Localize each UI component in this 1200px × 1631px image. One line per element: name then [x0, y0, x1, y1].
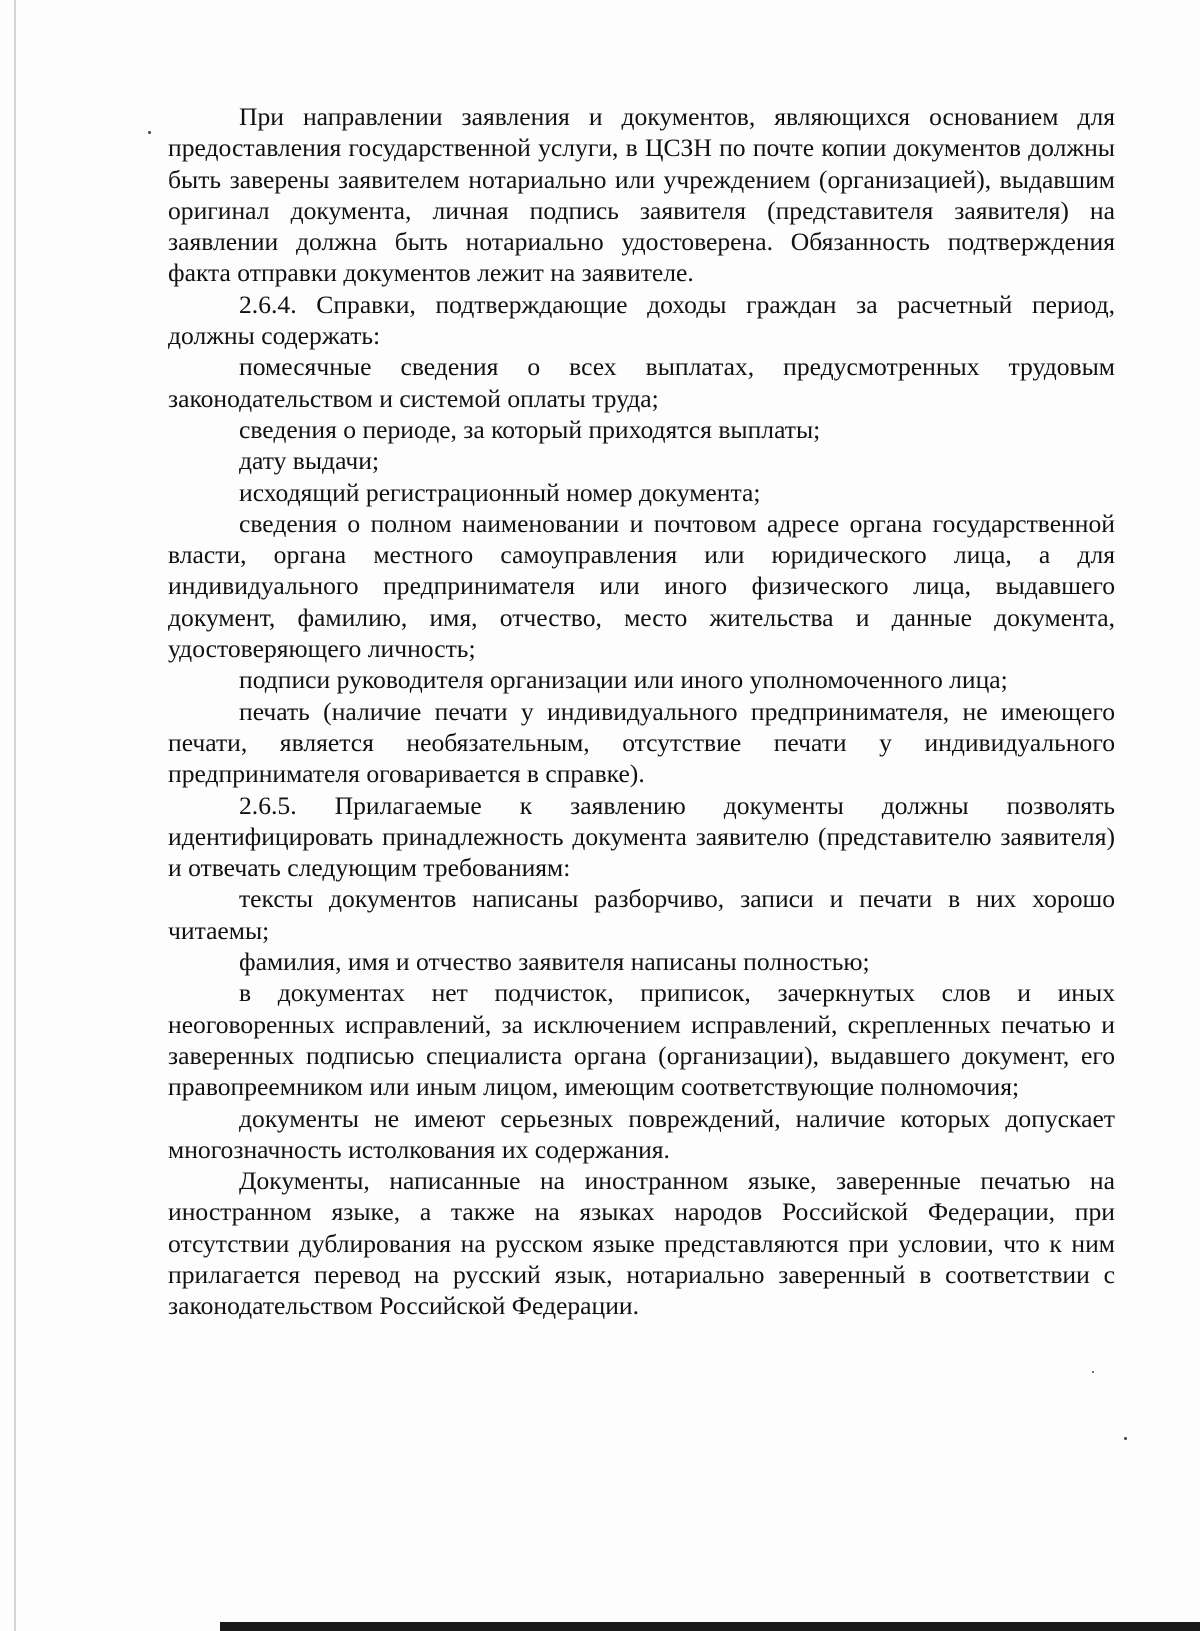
paragraph: документы не имеют серьезных повреждений, наличие которых допускает многозначность истолкования их содержания.	[168, 1103, 1115, 1164]
paragraph: исходящий регистрационный номер документа;	[239, 477, 761, 507]
paragraph: 2.6.4. Справки, подтверждающие доходы граждан за расчетный период, должны содержать:	[168, 289, 1115, 351]
paragraph: печать (наличие печати у индивидуального предпринимателя, не имеющего печати, является необязательным, отсутствие печати у индивидуального предпринимателя оговаривается в справке).	[168, 696, 1115, 789]
paragraph: Документы, написанные на иностранном языке, заверенные печатью на иностранном языке, а также на языках народов Российской Федерации, при отсутствии дублирования на русском языке представляются при условии, что к ним прилагается перевод на русский язык, нотариально заверенный в соответствии с законодательством Российской Федерации.	[168, 1166, 1115, 1321]
scan-bottom-edge	[220, 1622, 1200, 1631]
scan-speck	[148, 131, 151, 134]
document-body	[168, 101, 1115, 1322]
paragraph: дату выдачи;	[239, 446, 380, 476]
paragraph: помесячные сведения о всех выплатах, предусмотренных трудовым законодательством и системой оплаты труда;	[168, 352, 1115, 413]
paragraph: 2.6.5. Прилагаемые к заявлению документы должны позволять идентифицировать принадлежность документа заявителю (представителю заявителя) и отвечать следующим требованиям:	[168, 790, 1115, 883]
paragraph: подписи руководителя организации или иного уполномоченного лица;	[239, 665, 1008, 695]
paragraph: в документах нет подчисток, приписок, зачеркнутых слов и иных неоговоренных исправлений, за исключением исправлений, скрепленных печатью и заверенных подписью специалиста органа (организации), выдавшего документ, его правопреемником или иным лицом, имеющим соответствующие полномочия;	[168, 978, 1115, 1102]
paragraph: При направлении заявления и документов, являющихся основанием для предоставления государственной услуги, в ЦСЗН по почте копии документов должны быть заверены заявителем нотариально или учреждением (организацией), выдавшим оригинал документа, личная подпись заявителя (представителя заявителя) на заявлении должна быть нотариально удостоверена. Обязанность подтверждения факта отправки документов лежит на заявителе.	[168, 102, 1115, 288]
scan-speck	[1092, 1371, 1094, 1373]
paragraph: сведения о периоде, за который приходятся выплаты;	[239, 414, 821, 444]
paragraph: тексты документов написаны разборчиво, записи и печати в них хорошо читаемы;	[168, 884, 1115, 945]
scan-speck	[1124, 1437, 1127, 1440]
paragraph: фамилия, имя и отчество заявителя написаны полностью;	[239, 947, 870, 977]
scan-left-edge	[14, 0, 16, 1631]
paragraph: сведения о полном наименовании и почтовом адресе органа государственной власти, органа местного самоуправления или юридического лица, а для индивидуального предпринимателя или иного физического лица, выдавшего документ, фамилию, имя, отчество, место жительства и данные документа, удостоверяющего личность;	[168, 508, 1115, 664]
